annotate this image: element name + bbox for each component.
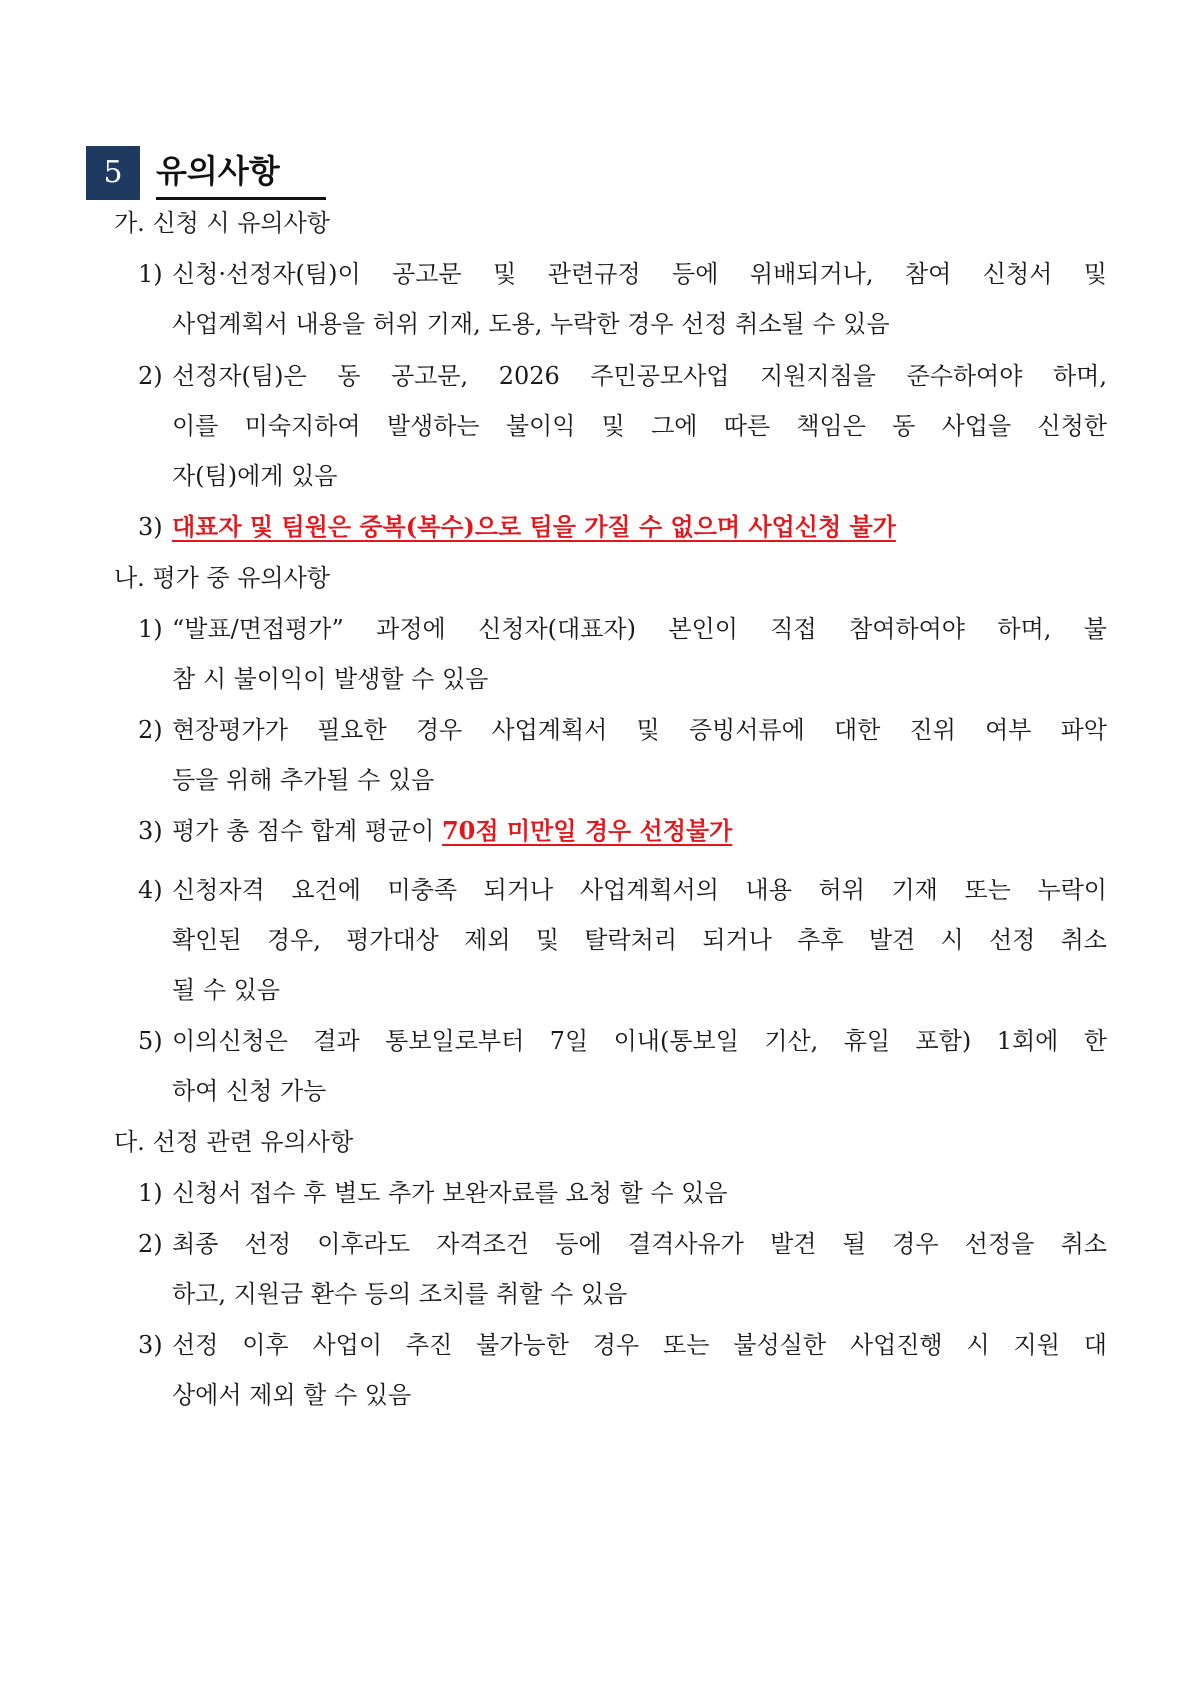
item-text-line: 선정자(팀)은 동 공고문, 2026 주민공모사업 지원지침을 준수하여야 하며,	[172, 362, 1107, 390]
item-text-line: 될 수 있음	[172, 976, 280, 1004]
item-text-line: “발표/면접평가” 과정에 신청자(대표자) 본인이 직접 참여하여야 하며, 불	[172, 615, 1107, 643]
item-text-line	[172, 814, 1107, 848]
item-text-line	[172, 510, 1107, 544]
item-text-line: 선정 이후 사업이 추진 불가능한 경우 또는 불성실한 사업진행 시 지원 대	[172, 1331, 1107, 1359]
warning-highlight: 70점 미만일 경우 선정불가	[441, 816, 733, 845]
item-text-line: 자(팀)에게 있음	[172, 462, 338, 490]
item-text-line: 사업계획서 내용을 허위 기재, 도용, 누락한 경우 선정 취소될 수 있음	[172, 310, 890, 338]
section-number-badge: 5	[86, 146, 140, 200]
item-number: 5)	[138, 1027, 163, 1055]
item-number: 3)	[138, 513, 163, 541]
item-number: 4)	[138, 876, 163, 904]
group-heading-evaluation: 나. 평가 중 유의사항	[114, 564, 330, 592]
item-text-line: 이의신청은 결과 통보일로부터 7일 이내(통보일 기산, 휴일 포함) 1회에 한	[172, 1027, 1107, 1055]
group-heading-selection: 다. 선정 관련 유의사항	[114, 1128, 354, 1156]
item-number: 1)	[138, 1179, 163, 1207]
item-text-line: 현장평가가 필요한 경우 사업계획서 및 증빙서류에 대한 진위 여부 파악	[172, 716, 1107, 744]
item-number: 3)	[138, 1331, 163, 1359]
group-heading-application: 가. 신청 시 유의사항	[114, 209, 330, 237]
item-number: 2)	[138, 362, 163, 390]
item-text-line: 신청자격 요건에 미충족 되거나 사업계획서의 내용 허위 기재 또는 누락이	[172, 876, 1107, 904]
item-number: 1)	[138, 260, 163, 288]
item-text-line: 하고, 지원금 환수 등의 조치를 취할 수 있음	[172, 1280, 628, 1308]
item-text-line: 등을 위해 추가될 수 있음	[172, 766, 435, 794]
item-text-line: 이를 미숙지하여 발생하는 불이익 및 그에 따른 책임은 동 사업을 신청한	[172, 412, 1107, 440]
item-number: 1)	[138, 615, 163, 643]
item-number: 2)	[138, 716, 163, 744]
item-text-line: 최종 선정 이후라도 자격조건 등에 결격사유가 발견 될 경우 선정을 취소	[172, 1230, 1107, 1258]
warning-highlight: 대표자 및 팀원은 중복(복수)으로 팀을 가질 수 없으며 사업신청 불가	[172, 512, 896, 541]
item-text-line: 상에서 제외 할 수 있음	[172, 1381, 412, 1409]
item-text-line: 확인된 경우, 평가대상 제외 및 탈락처리 되거나 추후 발견 시 선정 취소	[172, 926, 1107, 954]
section-title-underline	[156, 197, 326, 200]
item-text-line: 하여 신청 가능	[172, 1077, 327, 1105]
item-text-line: 신청·선정자(팀)이 공고문 및 관련규정 등에 위배되거나, 참여 신청서 및	[172, 260, 1107, 288]
item-text-line: 참 시 불이익이 발생할 수 있음	[172, 665, 489, 693]
item-text-line: 신청서 접수 후 별도 추가 보완자료를 요청 할 수 있음	[172, 1179, 728, 1207]
item-number: 3)	[138, 817, 163, 845]
item-number: 2)	[138, 1230, 163, 1258]
section-title: 유의사항	[156, 152, 280, 190]
item-text-prefix: 평가 총 점수 합계 평균이	[172, 817, 442, 845]
